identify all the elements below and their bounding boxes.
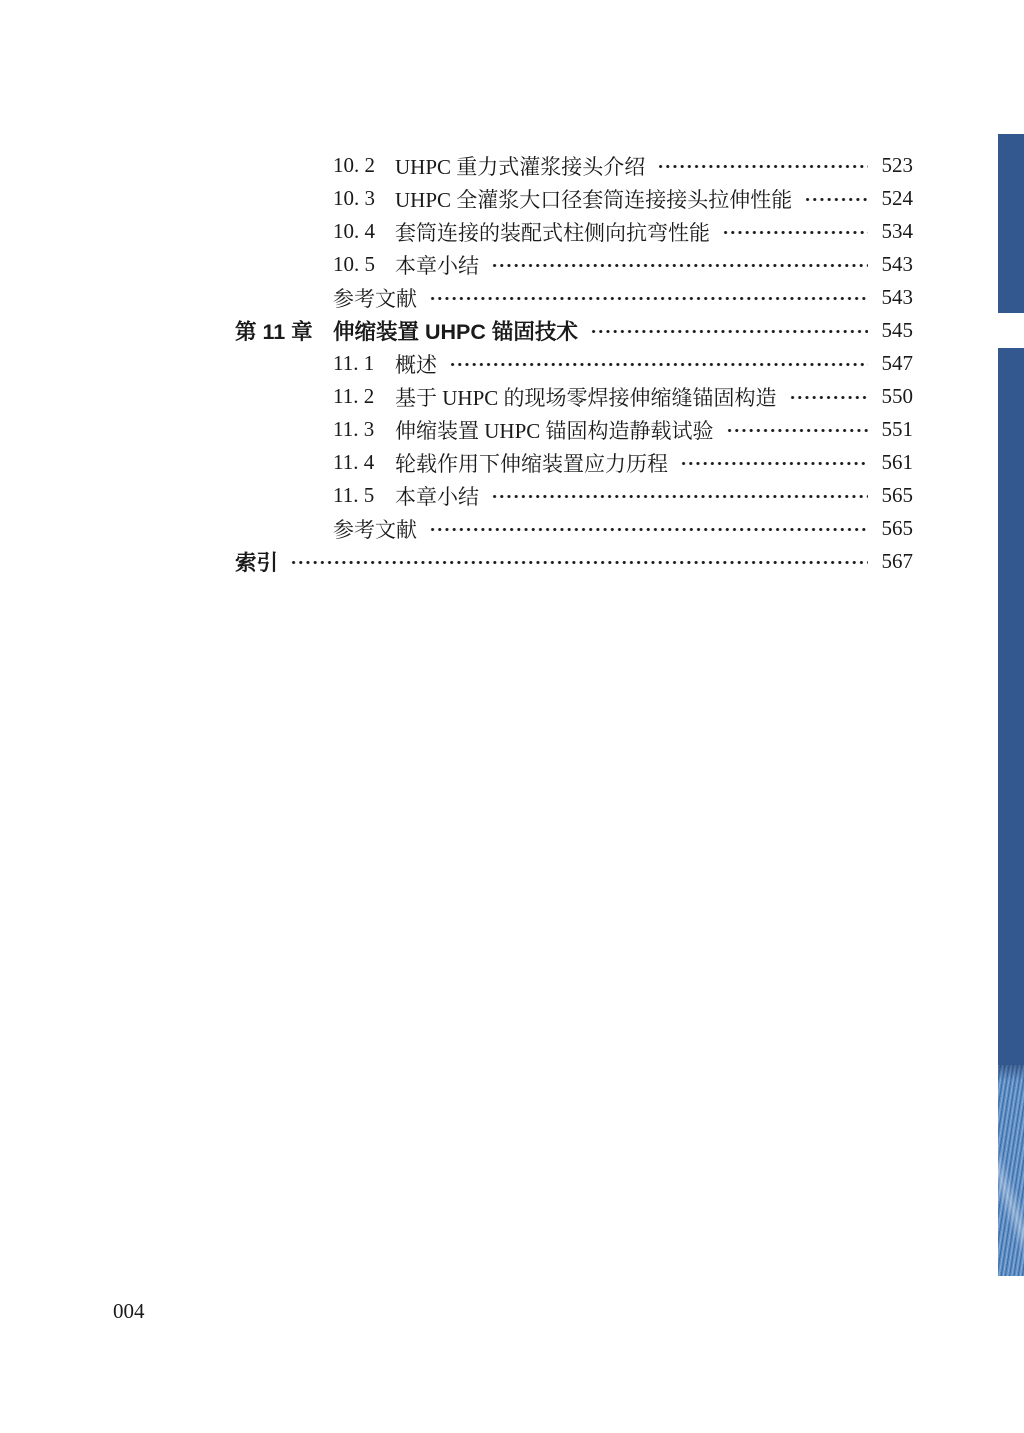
entry-page-number: 565	[881, 516, 913, 540]
entry-page-number: 545	[881, 318, 913, 342]
toc-entry	[235, 182, 913, 215]
toc-entry	[235, 347, 913, 380]
entry-number: 10. 2	[333, 153, 375, 177]
entry-title: 本章小结	[395, 253, 479, 278]
entry-number: 10. 5	[333, 252, 375, 276]
entry-title: 基于 UHPC 的现场零焊接伸缩缝锚固构造	[395, 385, 777, 410]
chapter-number: 第 11 章	[235, 320, 313, 344]
toc-entry	[235, 149, 913, 182]
entry-page-number: 550	[881, 384, 913, 408]
toc-entry	[235, 479, 913, 512]
toc-entry	[235, 380, 913, 413]
entry-number: 11. 4	[333, 450, 375, 474]
entry-page-number: 565	[881, 483, 913, 507]
entry-number: 11. 1	[333, 351, 375, 375]
entry-number: 11. 5	[333, 483, 375, 507]
chapter-title: 伸缩装置 UHPC 锚固技术	[333, 320, 578, 344]
dot-leader	[657, 149, 868, 182]
dot-leader	[590, 314, 868, 347]
page-folio: 004	[113, 1299, 145, 1323]
right-edge-bar-middle	[998, 348, 1024, 1065]
right-edge-bar-top	[998, 134, 1024, 313]
dot-leader	[804, 182, 868, 215]
dot-leader	[429, 281, 868, 314]
entry-page-number: 523	[881, 153, 913, 177]
dot-leader	[789, 380, 868, 413]
entry-number: 10. 3	[333, 186, 375, 210]
entry-page-number: 543	[881, 285, 913, 309]
entry-page-number: 561	[881, 450, 913, 474]
entry-page-number: 551	[881, 417, 913, 441]
entry-page-number: 543	[881, 252, 913, 276]
right-edge-building-texture	[998, 1065, 1024, 1276]
toc-entry-references	[235, 512, 913, 545]
dot-leader	[680, 446, 868, 479]
entry-number: 10. 4	[333, 219, 375, 243]
entry-page-number: 524	[881, 186, 913, 210]
dot-leader	[726, 413, 868, 446]
entry-title: 概述	[395, 352, 437, 377]
entry-title: 参考文献	[333, 286, 417, 311]
toc-entry	[235, 446, 913, 479]
entry-title: UHPC 重力式灌浆接头介绍	[395, 154, 646, 179]
dot-leader	[449, 347, 868, 380]
entry-number: 11. 2	[333, 384, 375, 408]
entry-title: 参考文献	[333, 517, 417, 542]
entry-title: 本章小结	[395, 484, 479, 509]
entry-number: 11. 3	[333, 417, 375, 441]
entry-title: 轮载作用下伸缩装置应力历程	[395, 451, 668, 476]
dot-leader	[491, 479, 868, 512]
dot-leader	[290, 545, 868, 578]
entry-page-number: 567	[881, 549, 913, 573]
toc-entry	[235, 248, 913, 281]
entry-title: UHPC 全灌浆大口径套筒连接接头拉伸性能	[395, 187, 793, 212]
dot-leader	[429, 512, 868, 545]
table-of-contents	[235, 149, 913, 578]
entry-page-number: 534	[881, 219, 913, 243]
entry-page-number: 547	[881, 351, 913, 375]
dot-leader	[491, 248, 868, 281]
toc-chapter-entry	[235, 314, 913, 347]
dot-leader	[722, 215, 868, 248]
toc-entry-references	[235, 281, 913, 314]
toc-index-entry	[235, 545, 913, 578]
entry-title: 套筒连接的装配式柱侧向抗弯性能	[395, 220, 710, 245]
entry-title: 伸缩装置 UHPC 锚固构造静载试验	[395, 418, 714, 443]
toc-entry	[235, 413, 913, 446]
entry-title: 索引	[235, 551, 279, 575]
toc-entry	[235, 215, 913, 248]
